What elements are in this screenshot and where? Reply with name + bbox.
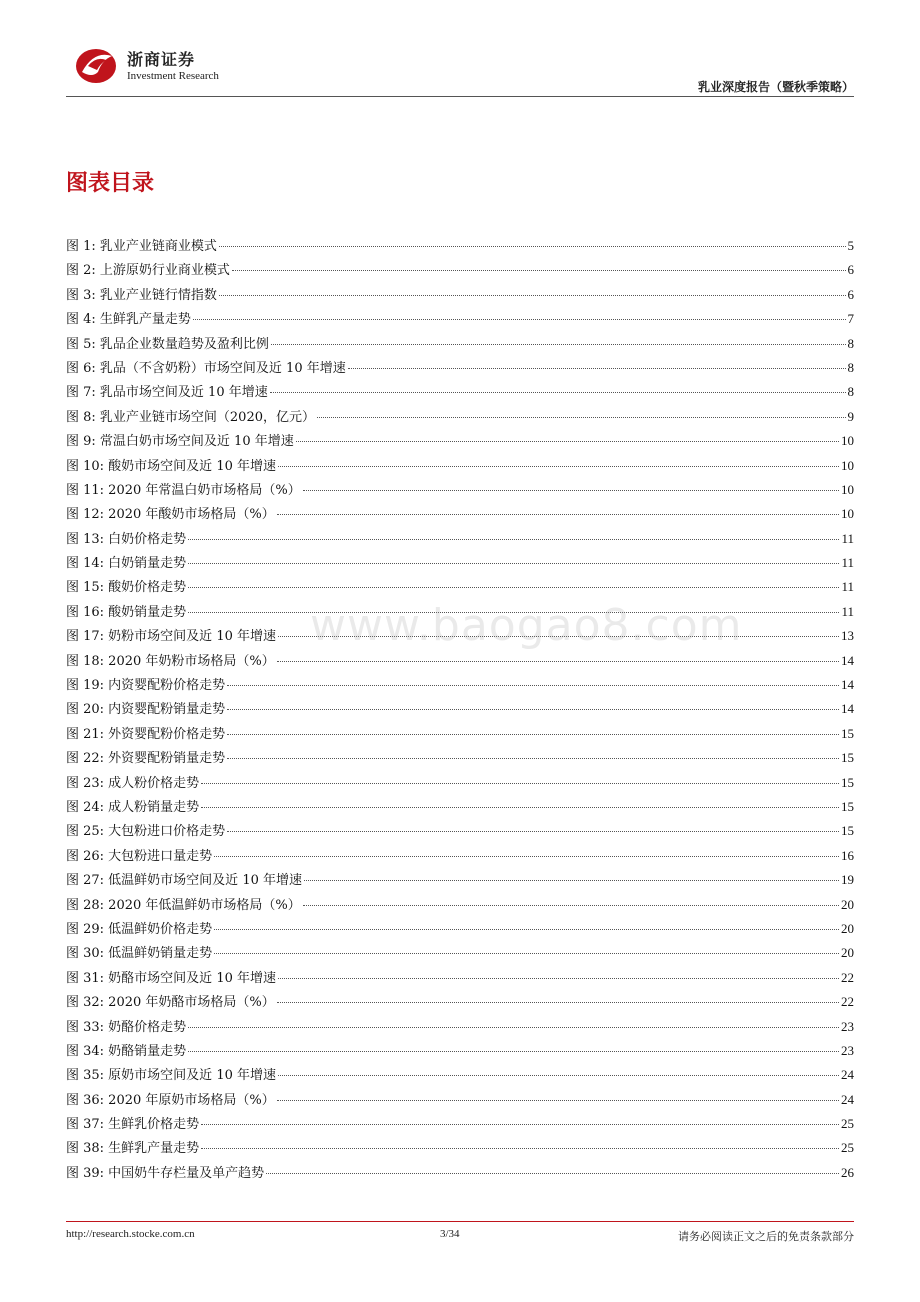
toc-entry[interactable] [66,479,854,503]
toc-dot-leader [227,734,839,735]
toc-entry[interactable] [66,869,854,893]
toc-dot-leader [214,856,839,857]
toc-entry[interactable] [66,1162,854,1186]
toc-entry[interactable] [66,1137,854,1161]
toc-entry-page: 7 [847,311,854,327]
toc-entry-label: 图 21: 外资婴配粉价格走势 [66,726,226,742]
toc-entry[interactable] [66,772,854,796]
header-divider [66,96,854,97]
toc-entry[interactable] [66,259,854,283]
toc-entry-page: 20 [841,945,854,961]
watermark: www.baogao8.com [310,600,743,651]
toc-entry-label: 图 6: 乳品（不含奶粉）市场空间及近 10 年增速 [66,360,346,376]
toc-dot-leader [232,270,846,271]
toc-entry-label: 图 13: 白奶价格走势 [66,531,187,547]
toc-entry-page: 6 [847,286,854,302]
toc-dot-leader [304,880,839,881]
toc-entry[interactable] [66,576,854,600]
toc-entry-label: 图 10: 酸奶市场空间及近 10 年增速 [66,458,276,474]
toc-entry-page: 15 [841,798,854,814]
toc-entry-page: 8 [847,384,854,400]
toc-entry-label: 图 33: 奶酪价格走势 [66,1019,187,1035]
toc-entry[interactable] [66,967,854,991]
toc-dot-leader [227,709,839,710]
toc-entry[interactable] [66,942,854,966]
toc-dot-leader [227,831,839,832]
toc-entry-label: 图 7: 乳品市场空间及近 10 年增速 [66,385,268,401]
toc-dot-leader [277,1100,839,1101]
toc-entry-label: 图 17: 奶粉市场空间及近 10 年增速 [66,629,276,645]
section-title: 图表目录 [66,171,155,196]
toc-entry-page: 23 [841,1042,854,1058]
toc-entry-label: 图 14: 白奶销量走势 [66,556,187,572]
toc-dot-leader [201,783,839,784]
toc-entry-page: 10 [841,457,854,473]
toc-entry-page: 10 [841,506,854,522]
toc-dot-leader [188,1027,839,1028]
toc-dot-leader [201,1124,839,1125]
toc-entry-page: 14 [841,652,854,668]
toc-entry-label: 图 34: 奶酪销量走势 [66,1043,187,1059]
toc-entry[interactable] [66,333,854,357]
toc-entry[interactable] [66,698,854,722]
toc-entry-label: 图 31: 奶酪市场空间及近 10 年增速 [66,970,276,986]
toc-entry-page: 20 [841,896,854,912]
toc-entry-page: 10 [841,433,854,449]
toc-entry-label: 图 25: 大包粉进口价格走势 [66,824,226,840]
toc-dot-leader [303,490,839,491]
toc-dot-leader [271,344,846,345]
toc-entry-page: 11 [841,579,854,595]
toc-entry[interactable] [66,820,854,844]
toc-entry-label: 图 36: 2020 年原奶市场格局（%） [66,1092,275,1108]
toc-dot-leader [266,1173,839,1174]
toc-entry-page: 19 [841,872,854,888]
toc-dot-leader [278,978,839,979]
toc-entry[interactable] [66,1064,854,1088]
toc-entry-page: 15 [841,725,854,741]
toc-entry[interactable] [66,455,854,479]
toc-entry-label: 图 2: 上游原奶行业商业模式 [66,263,230,279]
toc-dot-leader [188,1051,839,1052]
toc-entry[interactable] [66,528,854,552]
toc-entry-label: 图 15: 酸奶价格走势 [66,580,187,596]
toc-entry[interactable] [66,308,854,332]
toc-dot-leader [278,466,839,467]
toc-entry[interactable] [66,284,854,308]
toc-entry-label: 图 24: 成人粉销量走势 [66,799,200,815]
toc-entry-page: 14 [841,677,854,693]
toc-entry-label: 图 23: 成人粉价格走势 [66,775,200,791]
toc-dot-leader [214,953,839,954]
toc-entry-label: 图 38: 生鲜乳产量走势 [66,1141,200,1157]
toc-entry-page: 22 [841,994,854,1010]
toc-entry-page: 25 [841,1116,854,1132]
toc-entry-label: 图 29: 低温鲜奶价格走势 [66,921,213,937]
toc-entry[interactable] [66,1089,854,1113]
toc-dot-leader [348,368,846,369]
brand-name: 浙商证券 [127,50,196,69]
toc-entry[interactable] [66,406,854,430]
footer-disclaimer: 请务必阅读正文之后的免责条款部分 [678,1230,854,1243]
toc-entry-label: 图 37: 生鲜乳价格走势 [66,1117,200,1133]
toc-entry-label: 图 27: 低温鲜奶市场空间及近 10 年增速 [66,873,302,889]
toc-dot-leader [193,319,846,320]
toc-entry-page: 10 [841,481,854,497]
toc-entry-label: 图 5: 乳品企业数量趋势及盈利比例 [66,336,269,352]
toc-entry[interactable] [66,1040,854,1064]
toc-dot-leader [188,539,839,540]
report-title: 乳业深度报告（暨秋季策略） [697,80,854,94]
toc-entry-page: 25 [841,1140,854,1156]
toc-dot-leader [317,417,846,418]
toc-entry[interactable] [66,674,854,698]
footer-url[interactable]: http://research.stocke.com.cn [66,1228,195,1240]
toc-entry[interactable] [66,357,854,381]
toc-entry-label: 图 26: 大包粉进口量走势 [66,848,213,864]
page-header [0,0,920,100]
toc-entry-label: 图 39: 中国奶牛存栏量及单产趋势 [66,1165,265,1181]
toc-entry-page: 23 [841,1018,854,1034]
toc-entry-page: 13 [841,628,854,644]
toc-dot-leader [188,563,839,564]
toc-entry-label: 图 28: 2020 年低温鲜奶市场格局（%） [66,897,301,913]
toc-entry-label: 图 19: 内资婴配粉价格走势 [66,678,226,694]
toc-dot-leader [219,295,846,296]
toc-dot-leader [201,807,839,808]
brand-subtitle: Investment Research [127,70,219,82]
toc-entry-label: 图 18: 2020 年奶粉市场格局（%） [66,653,275,669]
toc-entry-label: 图 9: 常温白奶市场空间及近 10 年增速 [66,434,294,450]
toc-entry[interactable] [66,552,854,576]
page-number: 3/34 [440,1228,460,1240]
footer-divider [66,1221,854,1222]
toc-entry[interactable] [66,381,854,405]
toc-entry-page: 8 [847,359,854,375]
toc-dot-leader [227,685,839,686]
toc-entry-page: 8 [847,335,854,351]
toc-entry-page: 22 [841,969,854,985]
toc-dot-leader [188,587,839,588]
toc-entry-label: 图 3: 乳业产业链行情指数 [66,287,217,303]
toc-entry[interactable] [66,894,854,918]
toc-entry-page: 5 [847,238,854,253]
toc-dot-leader [214,929,839,930]
toc-entry[interactable] [66,1113,854,1137]
toc-entry-label: 图 8: 乳业产业链市场空间（2020，亿元） [66,409,315,425]
stocke-logo-icon [72,42,124,86]
toc-entry-label: 图 22: 外资婴配粉销量走势 [66,751,226,767]
toc-entry-label: 图 16: 酸奶销量走势 [66,604,187,620]
toc-entry[interactable] [66,235,854,259]
toc-entry-label: 图 20: 内资婴配粉销量走势 [66,702,226,718]
toc-entry-page: 24 [841,1067,854,1083]
toc-entry[interactable] [66,503,854,527]
toc-entry-label: 图 11: 2020 年常温白奶市场格局（%） [66,482,301,498]
toc-dot-leader [227,758,839,759]
toc-dot-leader [277,1002,839,1003]
toc-entry-page: 6 [847,262,854,278]
toc-entry-page: 11 [841,530,854,546]
toc-entry-label: 图 4: 生鲜乳产量走势 [66,312,191,328]
toc-entry-label: 图 12: 2020 年酸奶市场格局（%） [66,507,275,523]
toc-entry[interactable] [66,991,854,1015]
toc-entry-page: 15 [841,774,854,790]
toc-entry-label: 图 35: 原奶市场空间及近 10 年增速 [66,1068,276,1084]
toc-dot-leader [277,514,839,515]
toc-dot-leader [296,441,839,442]
toc-dot-leader [219,246,846,247]
toc-entry-label: 图 30: 低温鲜奶销量走势 [66,946,213,962]
toc-entry-page: 14 [841,701,854,717]
figure-index [66,235,854,1186]
toc-entry[interactable] [66,796,854,820]
toc-entry-page: 16 [841,847,854,863]
toc-entry[interactable] [66,650,854,674]
toc-entry[interactable] [66,430,854,454]
toc-entry-page: 11 [841,603,854,619]
toc-dot-leader [277,661,839,662]
toc-entry[interactable] [66,845,854,869]
toc-entry-page: 15 [841,823,854,839]
toc-entry[interactable] [66,723,854,747]
toc-entry-label: 图 32: 2020 年奶酪市场格局（%） [66,995,275,1011]
toc-entry[interactable] [66,1016,854,1040]
toc-dot-leader [201,1148,839,1149]
toc-dot-leader [278,1075,839,1076]
toc-entry-page: 24 [841,1091,854,1107]
toc-entry[interactable] [66,747,854,771]
toc-entry-page: 15 [841,750,854,766]
toc-dot-leader [303,905,839,906]
toc-entry-page: 26 [841,1164,854,1180]
toc-entry-page: 20 [841,920,854,936]
toc-entry-page: 11 [841,555,854,571]
toc-entry-label: 图 1: 乳业产业链商业模式 [66,239,217,254]
toc-entry-page: 9 [847,408,854,424]
toc-entry[interactable] [66,918,854,942]
toc-dot-leader [270,392,846,393]
